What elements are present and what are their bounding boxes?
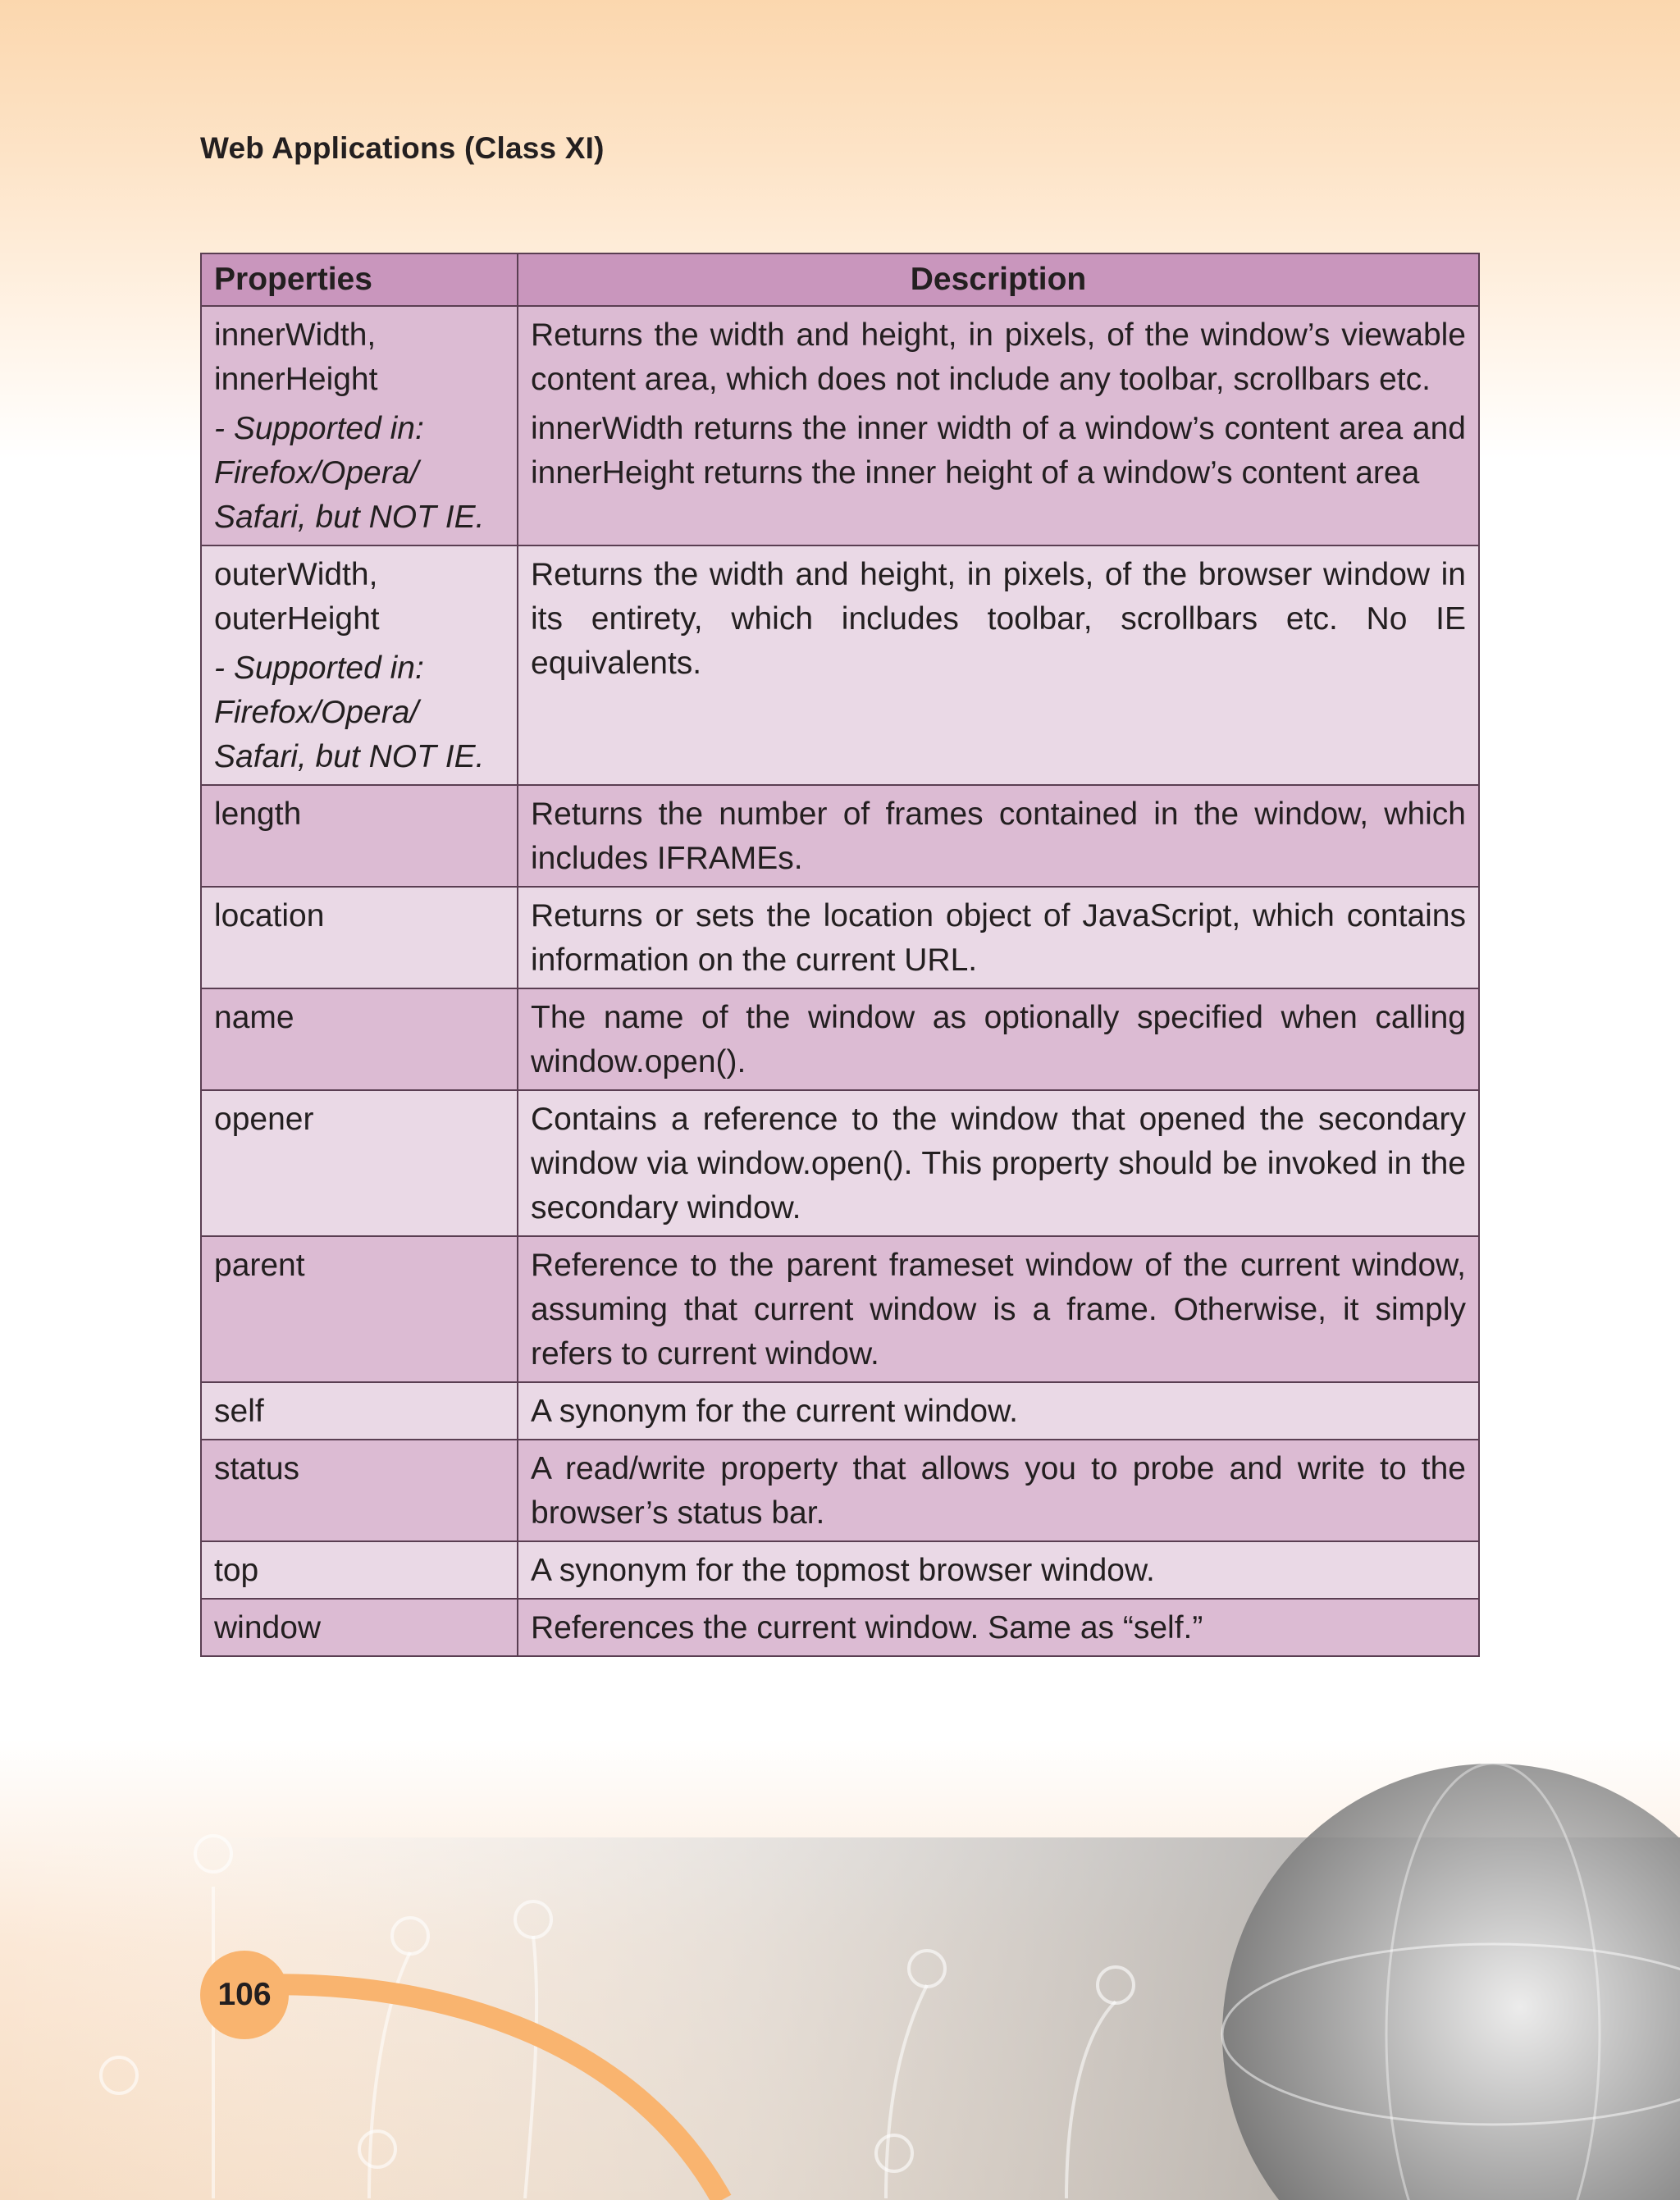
- property-cell: status: [201, 1440, 518, 1541]
- description-text-extra: innerWidth returns the inner width of a window’s content area and innerHeight returns the inner height of a window’s content area: [531, 411, 1466, 491]
- description-cell: Returns the number of frames contained in the window, which includes IFRAMEs.: [518, 785, 1479, 887]
- property-cell: opener: [201, 1090, 518, 1236]
- description-cell: Reference to the parent frameset window of the current window, assuming that current window is a frame. Otherwise, it simply refers to current window.: [518, 1236, 1479, 1382]
- description-cell: Returns the width and height, in pixels, of the browser window in its entirety, which includes toolbar, scrollbars etc. No IE equivalents.: [518, 545, 1479, 785]
- table-row: [201, 1599, 1479, 1656]
- table-row: [201, 785, 1479, 887]
- header-properties: Properties: [201, 253, 518, 306]
- table-row: [201, 1090, 1479, 1236]
- property-cell: top: [201, 1541, 518, 1599]
- support-note: - Supported in: Firefox/Opera/ Safari, but NOT IE.: [214, 411, 485, 535]
- table-row: [201, 887, 1479, 988]
- table-row: [201, 545, 1479, 785]
- description-cell: A synonym for the current window.: [518, 1382, 1479, 1440]
- table-header-row: [201, 253, 1479, 306]
- description-cell: A synonym for the topmost browser window.: [518, 1541, 1479, 1599]
- property-cell: [201, 545, 518, 785]
- page-number: 106: [200, 1951, 289, 2039]
- description-cell: A read/write property that allows you to probe and write to the browser’s status bar.: [518, 1440, 1479, 1541]
- window-properties-table: [200, 253, 1480, 1657]
- property-name: innerWidth, innerHeight: [214, 317, 378, 397]
- description-cell: References the current window. Same as “self.”: [518, 1599, 1479, 1656]
- property-cell: parent: [201, 1236, 518, 1382]
- property-cell: name: [201, 988, 518, 1090]
- property-cell: length: [201, 785, 518, 887]
- table-row: [201, 1541, 1479, 1599]
- description-text: Returns the width and height, in pixels, of the window’s viewable content area, which does not include any toolbar, scrollbars etc.: [531, 317, 1466, 397]
- property-name: outerWidth, outerHeight: [214, 557, 380, 637]
- table-row: [201, 1382, 1479, 1440]
- property-cell: self: [201, 1382, 518, 1440]
- table-row: [201, 988, 1479, 1090]
- table-row: [201, 1236, 1479, 1382]
- property-cell: window: [201, 1599, 518, 1656]
- table-row: [201, 1440, 1479, 1541]
- description-cell: The name of the window as optionally specified when calling window.open().: [518, 988, 1479, 1090]
- property-cell: location: [201, 887, 518, 988]
- description-cell: Returns or sets the location object of JavaScript, which contains information on the current URL.: [518, 887, 1479, 988]
- header-description: Description: [518, 253, 1479, 306]
- table-row: [201, 306, 1479, 545]
- description-cell: [518, 306, 1479, 545]
- property-cell: [201, 306, 518, 545]
- support-note: - Supported in: Firefox/Opera/ Safari, but NOT IE.: [214, 650, 485, 774]
- running-header: Web Applications (Class XI): [200, 131, 605, 165]
- description-cell: Contains a reference to the window that opened the secondary window via window.open(). This property should be invoked in the secondary window.: [518, 1090, 1479, 1236]
